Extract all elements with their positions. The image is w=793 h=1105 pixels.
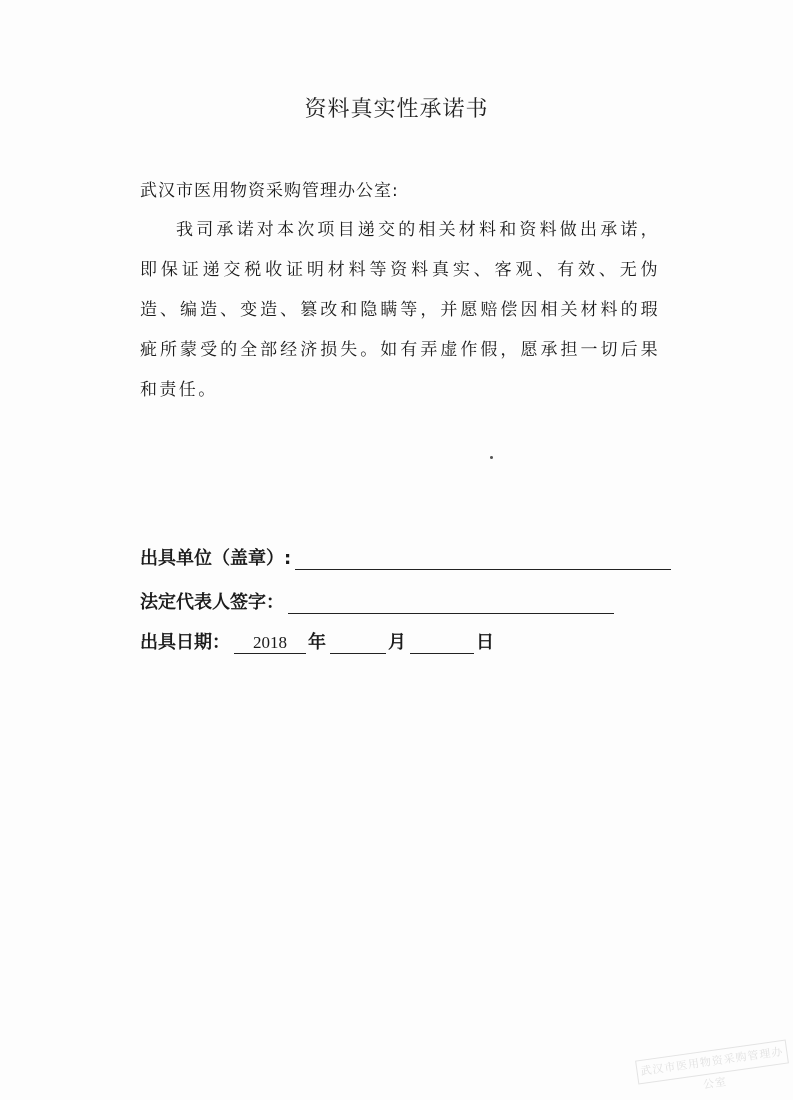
legal-rep-row <box>140 588 614 614</box>
month-unit: 月 <box>388 632 406 653</box>
addressee: 武汉市医用物资采购管理办公室: <box>140 181 399 201</box>
document-title: 资料真实性承诺书 <box>304 97 489 122</box>
month-field <box>330 633 386 654</box>
day-field <box>410 633 474 654</box>
year-field: 2018 <box>234 633 306 654</box>
issuer-row <box>140 544 671 570</box>
faint-watermark-stamp: 武汉市医用物资采购管理办公室 <box>635 1040 789 1085</box>
day-unit: 日 <box>476 632 494 653</box>
issuer-line <box>295 549 671 570</box>
scan-speck <box>490 456 493 459</box>
date-row <box>140 628 494 654</box>
year-unit: 年 <box>308 632 326 653</box>
legal-rep-signature-line <box>288 593 614 614</box>
date-label: 出具日期： <box>140 632 230 653</box>
issuer-label: 出具单位（盖章）: <box>140 548 292 569</box>
commitment-body: 我司承诺对本次项目递交的相关材料和资料做出承诺，即保证递交税收证明材料等资料真实、客观、有效、无伪造、编造、变造、篡改和隐瞒等，并愿赔偿因相关材料的瑕疵所蒙受的全部经济损失。如有弄虚作假，愿承担一切后果和责任。 <box>140 220 660 400</box>
legal-rep-label: 法定代表人签字： <box>140 592 284 613</box>
